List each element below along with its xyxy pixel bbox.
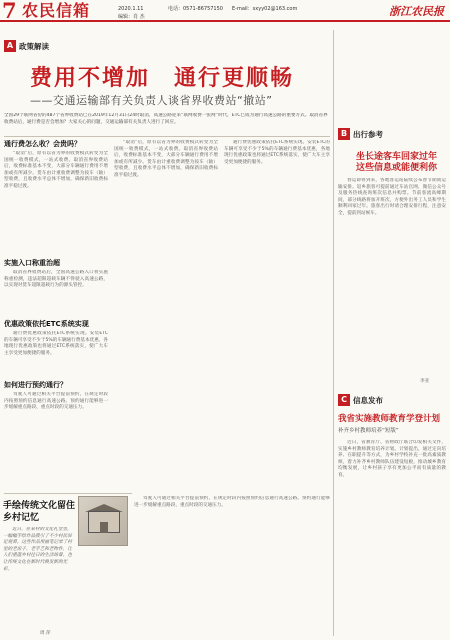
section-a-badge: A	[4, 40, 16, 52]
question-heading-3: 优惠政策依托ETC系统实现	[4, 320, 89, 328]
section-b-tag	[338, 128, 383, 140]
section-c-body: 近日，省教育厅、省财政厅联合印发相关文件，实施乡村教师教育培养计划。计划提出，通过定向培养、在职提升等方式，为乡村学校补充一批高素质教师，着力补齐乡村教师队伍建设短板，推动城乡教育均衡发展，让乡村孩子享有更加公平而有质量的教育。	[338, 440, 446, 478]
section-b-label: 出行参考	[353, 129, 383, 139]
section-b-author: 李亚	[420, 379, 430, 384]
section-b-badge: B	[338, 128, 350, 140]
section-c-badge: C	[338, 394, 350, 406]
issue-date: 2020.1.11	[118, 6, 144, 12]
contact-phone: 电话：0571-86757150	[168, 6, 223, 12]
memo-divider	[4, 493, 132, 494]
intro-divider	[4, 136, 330, 137]
section-a-label: 政策解读	[19, 41, 49, 51]
section-title: 农民信箱	[22, 1, 91, 20]
page-number: 7	[2, 0, 17, 23]
article-column-3: 通行费优惠政策依托ETC系统实现。安装ETC的车辆可享受不少于5%的车辆通行费基本优惠，各地现行优惠政策也将通过ETC系统落实，使广大车主享受更加便捷的服务。	[224, 140, 330, 165]
main-subheadline: ——交通运输部有关负责人谈省界收费站“撤站”	[30, 94, 273, 107]
hand-drawn-illustration	[78, 496, 128, 546]
answer-text-3: 通行费优惠政策依托ETC系统实现。安装ETC的车辆可享受不少于5%的车辆通行费基本优惠，各地现行优惠政策也将通过ETC系统落实，使广大车主享受更加便捷的服务。	[4, 331, 108, 356]
masthead	[0, 0, 450, 22]
question-heading-2: 实施入口称重治超	[4, 259, 60, 267]
main-headline: 费用不增加 通行更顺畅	[30, 66, 295, 91]
article-intro: 全国29个联网省份的487个省界收费站已在2019年12月31日24时取消，高速公路迎来“联网收费一张网”时代，ETC已成为通行高速公路的重要方式。取消省界收费站后，通行费是否会增加？大家关心的问题，交通运输部有关负责人进行了回应。	[4, 113, 328, 125]
section-b-headline: 坐长途客车回家过年这些信息或能便利你	[356, 152, 438, 173]
memo-body: 近日，在某村的文化礼堂里，一幅幅手绘作品吸引了不少村民驻足观看。这些作品用画笔记录了村里的老房子、老手艺和老物件，让人们重温乡村往日的生活场景，也让传统文化在新时代焕发新的光彩。	[3, 527, 72, 572]
section-c-subheadline: 补齐乡村教师培养“短版”	[338, 428, 399, 434]
answer-text-1: “取消”后，原有以省为界的收费模式转变为全国统一收费模式，一站式收费。取消省界收费站后，收费标准基本不变，大部分车辆通行费用不增加或有所减少。货车由计重收费调整为按车（轴）型收费，且收费水平总体不增加，确保新旧收费标准平稳过渡。	[4, 151, 108, 189]
editor-name: 编辑：肖 杰	[118, 14, 145, 20]
question-heading-4: 如何进行预约通行？	[4, 381, 67, 389]
memo-author: 周 萍	[40, 631, 51, 636]
question-heading-1: 通行费怎么收？会贵吗？	[4, 140, 81, 148]
newspaper-logo: 浙江农民报	[389, 5, 444, 18]
section-a-tag	[4, 40, 49, 52]
answer-text-4: 驾驶人可通过相关平台提前预约，在规定时段内按照预约信息通行高速公路。预约通行能够进一步缓解重点路段、重点时段的交通压力。	[4, 392, 108, 411]
section-c-headline: 我省实施教师教育学登计划	[338, 414, 441, 424]
section-c-tag	[338, 394, 383, 406]
column-divider	[333, 30, 334, 636]
article-column-2: “取消”后，原有以省为界的收费模式转变为全国统一收费模式，一站式收费。取消省界收费站后，收费标准基本不变，大部分车辆通行费用不增加或有所减少。货车由计重收费调整为按车（轴）型收费，且收费水平总体不增加，确保新旧收费标准平稳过渡。	[114, 140, 218, 178]
answer-text-2: 取消省界收费站后，全国高速公路入口将实施称重检测，违法超限超载车辆不得驶入高速公路，以实现对货车超限超载行为的源头管控。	[4, 270, 108, 289]
article-continuation: 驾驶人可通过相关平台提前预约，在规定时段内按照预约信息通行高速公路。预约通行能够进一步缓解重点路段、重点时段的交通压力。	[134, 496, 330, 508]
door-shape	[100, 522, 108, 533]
contact-email: E-mail：sxyy02@163.com	[232, 6, 298, 12]
section-b-body: 春运即将到来，各地客运站陆续公布春节期间运输安排。返乡旅客可提前通过车站官网、微信公众号及服务热线查询班次信息并购票。节前客流高峰期间，部分线路将加开班次，方便外出务工人员和学生顺利回家过年。旅客出行时请合理安排行程，注意安全，提前到站候车。	[338, 178, 446, 216]
section-c-label: 信息发布	[353, 395, 383, 405]
memo-title: 手绘传统文化留住乡村记忆	[3, 501, 76, 523]
